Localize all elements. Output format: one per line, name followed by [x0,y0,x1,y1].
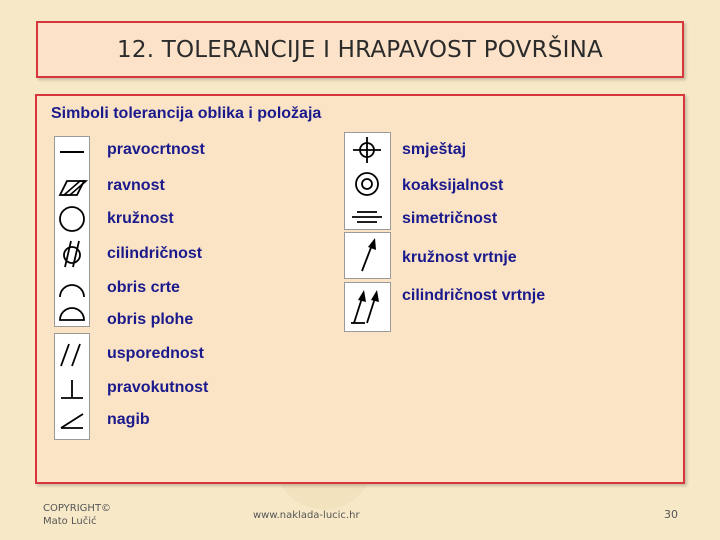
content-box [35,94,685,484]
label-circular-runout: kružnost vrtnje [402,249,517,266]
line-profile-icon [60,285,84,297]
section-heading: Simboli tolerancija oblika i položaja [51,105,322,122]
total-runout-icon [351,290,379,323]
label-flatness: ravnost [107,177,165,194]
label-total-runout: cilindričnost vrtnje [402,287,546,304]
label-perpendicularity: pravokutnost [107,379,209,396]
symmetry-icon [352,212,382,222]
concentricity-icon [356,173,378,195]
label-line-profile: obris crte [107,279,180,296]
copyright-line: COPYRIGHT© [43,503,112,514]
perpendicularity-icon [61,380,83,398]
total-runout-symbol-panel [344,282,391,332]
title-box [36,21,684,78]
label-position: smještaj [402,141,467,158]
copyright-notice [43,503,111,527]
surface-profile-icon [60,308,84,320]
cylindricity-icon [64,241,80,267]
angularity-icon [61,414,83,428]
form-symbols-panel [54,136,90,327]
circularity-icon [60,207,84,231]
label-cylindricity: cilindričnost [107,245,203,262]
orientation-symbols-panel [54,333,90,440]
label-angularity: nagib [107,411,150,428]
label-concentricity: koaksijalnost [402,177,504,194]
position-icon [353,137,381,163]
page-number: 30 [664,508,678,521]
website-link: www.naklada-lucic.hr [253,510,360,521]
author-line: Mato Lučić [43,516,97,527]
label-parallelism: usporednost [107,345,204,362]
runout-symbol-panel [344,232,391,279]
location-symbols-panel [344,132,391,230]
label-symmetry: simetričnost [402,210,498,227]
flatness-icon [60,181,86,195]
label-surface-profile: obris plohe [107,311,194,328]
label-straightness: pravocrtnost [107,141,205,158]
slide-title: 12. TOLERANCIJE I HRAPAVOST POVRŠINA [117,36,603,63]
parallelism-icon [61,344,80,366]
circular-runout-icon [362,238,376,271]
label-circularity: kružnost [107,210,174,227]
